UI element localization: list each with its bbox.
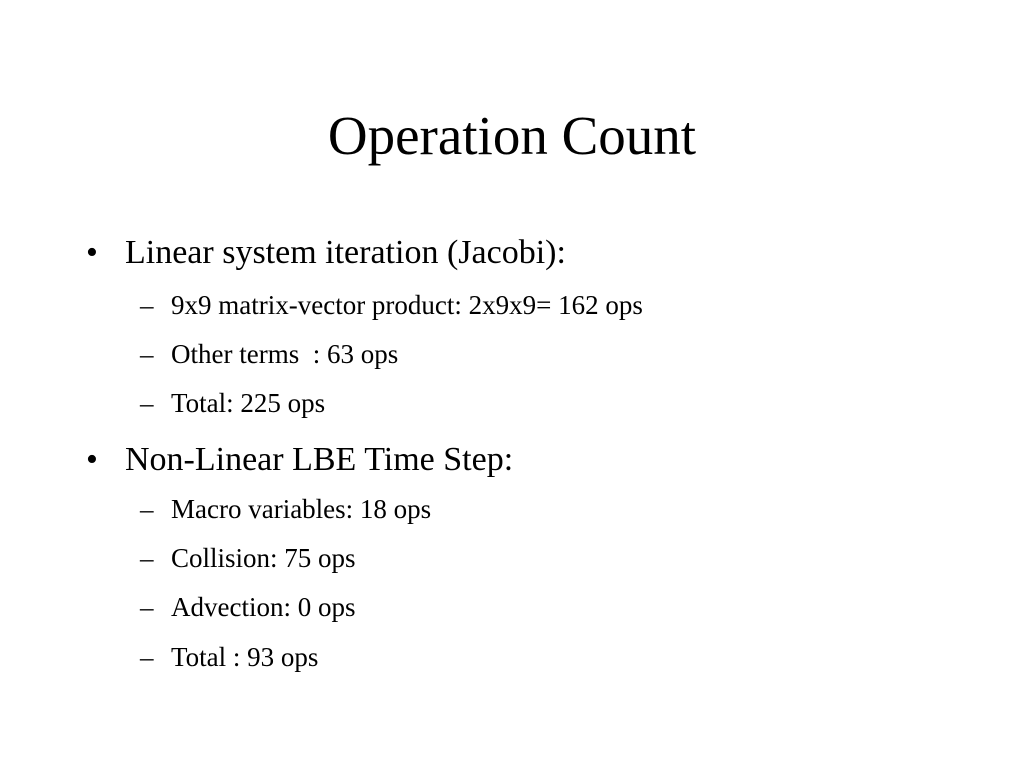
bullet-text: Non-Linear LBE Time Step: [125,441,514,478]
bullet-marker: • [86,234,98,271]
bullet-text: Linear system iteration (Jacobi): [125,234,566,271]
sub-bullet-item [140,492,840,526]
sub-bullet-item [140,590,840,624]
sub-bullet-item [140,337,840,371]
sub-bullet-text: Total : 93 ops [171,642,319,672]
bullet-item [86,233,786,273]
sub-bullet-item [140,640,840,674]
sub-bullet-text: Macro variables: 18 ops [171,494,432,524]
sub-bullet-text: 9x9 matrix-vector product: 2x9x9= 162 ops [171,290,643,320]
bullet-item [86,440,786,480]
slide-title: Operation Count [327,105,697,166]
sub-bullet-marker: – [140,290,154,320]
sub-bullet-marker: – [140,642,154,672]
sub-bullet-item [140,541,840,575]
sub-bullet-item [140,386,840,420]
sub-bullet-item [140,288,840,322]
sub-bullet-marker: – [140,388,154,418]
sub-bullet-marker: – [140,592,154,622]
sub-bullet-text: Collision: 75 ops [171,543,356,573]
sub-bullet-marker: – [140,543,154,573]
sub-bullet-marker: – [140,339,154,369]
bullet-marker: • [86,441,98,478]
sub-bullet-marker: – [140,494,154,524]
sub-bullet-text: Other terms : 63 ops [171,339,399,369]
sub-bullet-text: Total: 225 ops [171,388,326,418]
sub-bullet-text: Advection: 0 ops [171,592,356,622]
